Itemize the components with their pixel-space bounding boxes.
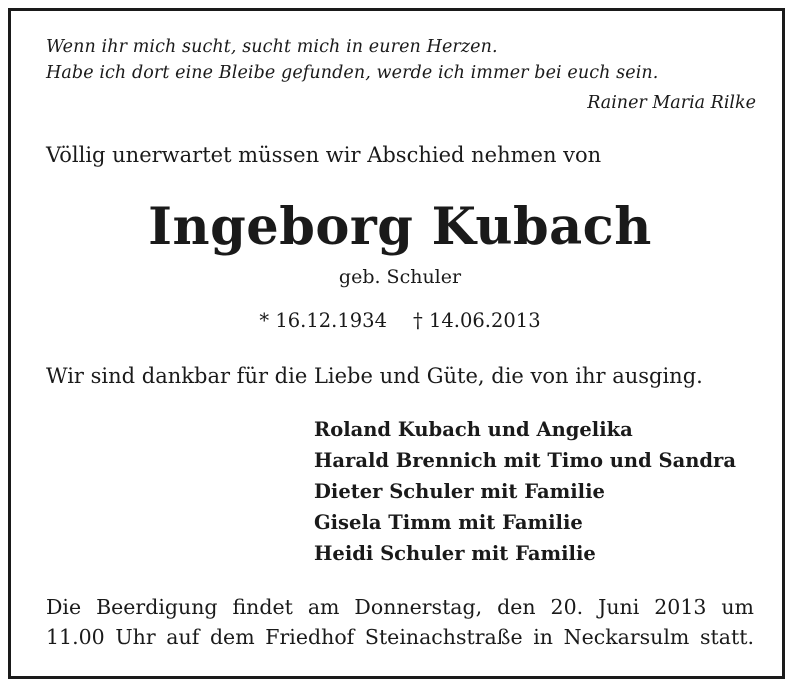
mourner: Heidi Schuler mit Familie <box>314 542 596 565</box>
mourner: Gisela Timm mit Familie <box>314 511 583 534</box>
poem-line: Wenn ihr mich sucht, sucht mich in euren Herzen. <box>46 37 498 57</box>
mourners-list <box>314 414 736 569</box>
deceased-name: Ingeborg Kubach <box>148 197 652 257</box>
birth-date: * 16.12.1934 <box>259 309 387 332</box>
mourner: Harald Brennich mit Timo und Sandra <box>314 449 736 472</box>
funeral-info <box>46 592 754 652</box>
funeral-line: Die Beerdigung findet am Donnerstag, den 20. Juni 2013 um <box>46 595 754 619</box>
poem-line: Habe ich dort eine Bleibe gefunden, werde ich immer bei euch sein. <box>46 63 659 83</box>
poem-author: Rainer Maria Rilke <box>587 93 756 113</box>
death-date: † 14.06.2013 <box>413 309 541 332</box>
epigraph-poem <box>46 34 756 86</box>
thanks-text: Wir sind dankbar für die Liebe und Güte, die von ihr ausging. <box>46 364 703 388</box>
maiden-name: geb. Schuler <box>338 266 462 288</box>
mourner: Dieter Schuler mit Familie <box>314 480 605 503</box>
intro-text: Völlig unerwartet müssen wir Abschied nehmen von <box>46 143 602 167</box>
life-dates <box>0 306 800 336</box>
funeral-line: 11.00 Uhr auf dem Friedhof Steinachstraße in Neckarsulm statt. <box>46 625 754 649</box>
mourner: Roland Kubach und Angelika <box>314 418 633 441</box>
